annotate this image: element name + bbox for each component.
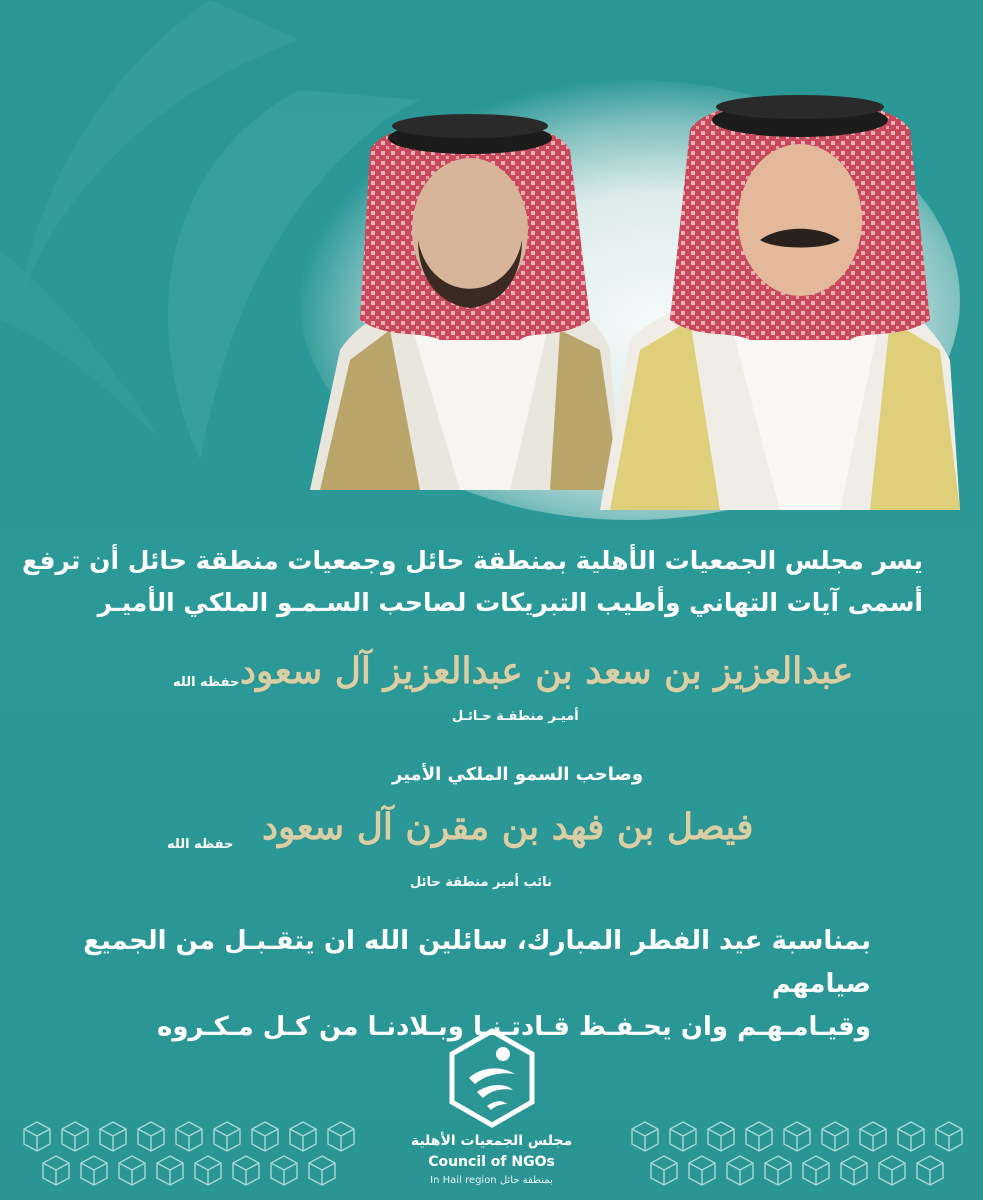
person1-honorific: حفظه الله (173, 675, 240, 690)
second-heading: وصاحب السمو الملكي الأمير (392, 764, 644, 785)
portrait-left (310, 114, 620, 490)
person2-title: نائب أمير منطقة حائل (410, 875, 552, 890)
intro-text (0, 540, 983, 624)
intro-line-1: يسر مجلس الجمعيات الأهلية بمنطقة حائل وجمعيات منطقة حائل أن ترفع (22, 546, 923, 575)
cube-pattern-right (630, 1118, 970, 1188)
logo-region-ar: بمنطقة حائل (499, 1175, 553, 1186)
hexagon-logo-icon (447, 1028, 537, 1128)
person1-title: أميـر منطقـة حـائـل (452, 709, 579, 724)
logo-name-english: Council of NGOs (428, 1154, 555, 1170)
logo-region-en: In Hail region (430, 1175, 497, 1186)
person2-honorific: حفظه الله (167, 837, 234, 852)
portrait-right (600, 95, 960, 510)
cube-pattern-left (22, 1118, 377, 1188)
intro-line-2: أسمى آيات التهاني وأطيب التبريكات لصاحب السـمـو الملكي الأميـر (97, 588, 923, 617)
person2-name: فيصل بن فهد بن مقرن آل سعود (262, 806, 754, 848)
portraits (300, 90, 960, 510)
person1-name: عبدالعزيز بن سعد بن عبدالعزيز آل سعود (240, 650, 854, 692)
closing-line-1: بمناسبة عيد الفطر المبارك، سائلين الله ان يتقـبـل من الجميع صيامهم (83, 926, 871, 999)
logo-name-arabic: مجلس الجمعيات الأهلية (410, 1133, 573, 1149)
closing-line-2: وقيـامـهـم وان يحـفـظ قـادتـنـا وبـلادنـا من كـل مـكـروه (157, 1012, 871, 1042)
